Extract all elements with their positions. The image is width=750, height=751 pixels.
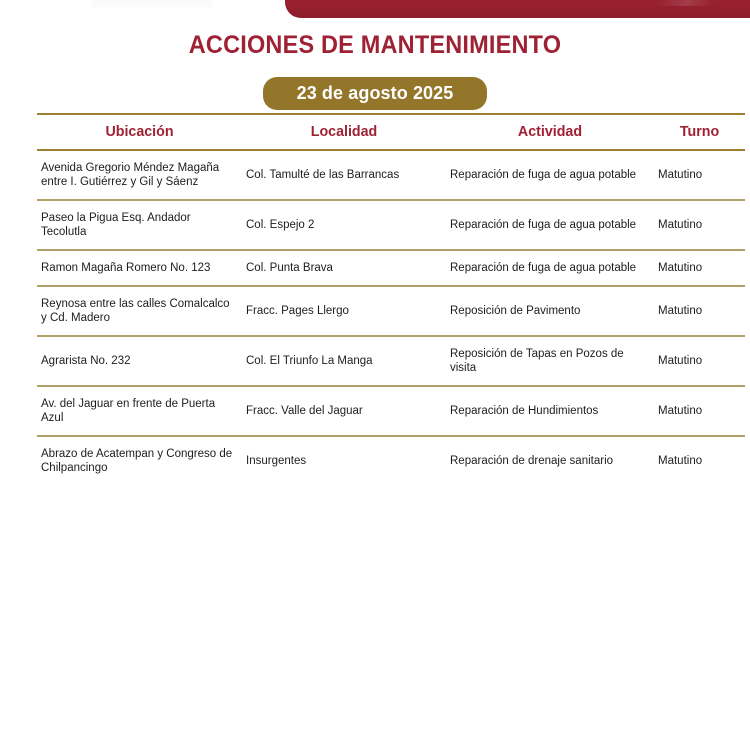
cell-ubicacion: Avenida Gregorio Méndez Magaña entre I. Gutiérrez y Gil y Sáenz bbox=[37, 150, 242, 200]
date-badge-row bbox=[0, 77, 750, 110]
table-row bbox=[37, 200, 745, 250]
table-row bbox=[37, 386, 745, 436]
table-header bbox=[37, 114, 745, 150]
cell-localidad: Col. Punta Brava bbox=[242, 250, 446, 286]
cell-turno: Matutino bbox=[658, 455, 703, 467]
cell-localidad: Fracc. Pages Llergo bbox=[242, 286, 446, 336]
cell-turno: Matutino bbox=[654, 150, 745, 200]
cell-actividad: Reparación de Hundimientos bbox=[446, 386, 654, 436]
cell-ubicacion: Paseo la Pigua Esq. Andador Tecolutla bbox=[37, 200, 242, 250]
column-header-ubicacion: Ubicación bbox=[42, 114, 237, 150]
table-row bbox=[37, 150, 745, 200]
cell-turno: Matutino bbox=[654, 250, 745, 286]
table-row bbox=[37, 436, 745, 485]
cell-turno: Matutino bbox=[654, 386, 745, 436]
column-header-actividad: Actividad bbox=[451, 114, 649, 150]
cell-turno: Matutino bbox=[654, 336, 745, 386]
cell-localidad: Fracc. Valle del Jaguar bbox=[242, 386, 446, 436]
cell-ubicacion: Agrarista No. 232 bbox=[37, 336, 242, 386]
title-block bbox=[0, 30, 750, 60]
cell-localidad: Col. Espejo 2 bbox=[242, 200, 446, 250]
cell-localidad: Col. Tamulté de las Barrancas bbox=[242, 150, 446, 200]
cell-actividad: Reparación de fuga de agua potable bbox=[446, 150, 654, 200]
column-header-turno: Turno bbox=[656, 114, 742, 150]
cell-actividad: Reposición de Tapas en Pozos de visita bbox=[446, 336, 654, 386]
column-header-localidad: Localidad bbox=[247, 114, 441, 150]
table-row bbox=[37, 286, 745, 336]
banner-sheen bbox=[630, 0, 750, 6]
cell-actividad: Reparación de drenaje sanitario bbox=[450, 455, 614, 467]
cell-ubicacion: Ramon Magaña Romero No. 123 bbox=[37, 250, 242, 286]
date-badge: 23 de agosto 2025 bbox=[263, 77, 488, 110]
table-body bbox=[37, 150, 745, 485]
cell-turno: Matutino bbox=[654, 200, 745, 250]
cell-actividad: Reparación de fuga de agua potable bbox=[446, 250, 654, 286]
page-title: ACCIONES DE MANTENIMIENTO bbox=[188, 31, 562, 59]
cell-actividad: Reposición de Pavimento bbox=[446, 286, 654, 336]
cell-turno: Matutino bbox=[654, 286, 745, 336]
cell-ubicacion: Av. del Jaguar en frente de Puerta Azul bbox=[37, 386, 242, 436]
cell-localidad: Col. El Triunfo La Manga bbox=[242, 336, 446, 386]
cell-ubicacion: Reynosa entre las calles Comalcalco y Cd. Madero bbox=[37, 286, 242, 336]
cell-localidad: Insurgentes bbox=[246, 455, 307, 467]
actions-table-container bbox=[37, 113, 720, 485]
table-row bbox=[37, 336, 745, 386]
table-header-row bbox=[37, 114, 745, 150]
banner-red-shape bbox=[285, 0, 750, 18]
top-banner bbox=[0, 0, 750, 20]
cell-ubicacion: Abrazo de Acatempan y Congreso de Chilpancingo bbox=[41, 448, 233, 474]
cell-actividad: Reparación de fuga de agua potable bbox=[446, 200, 654, 250]
actions-table bbox=[37, 113, 745, 485]
table-row bbox=[37, 250, 745, 286]
banner-ghost-left bbox=[92, 0, 212, 7]
